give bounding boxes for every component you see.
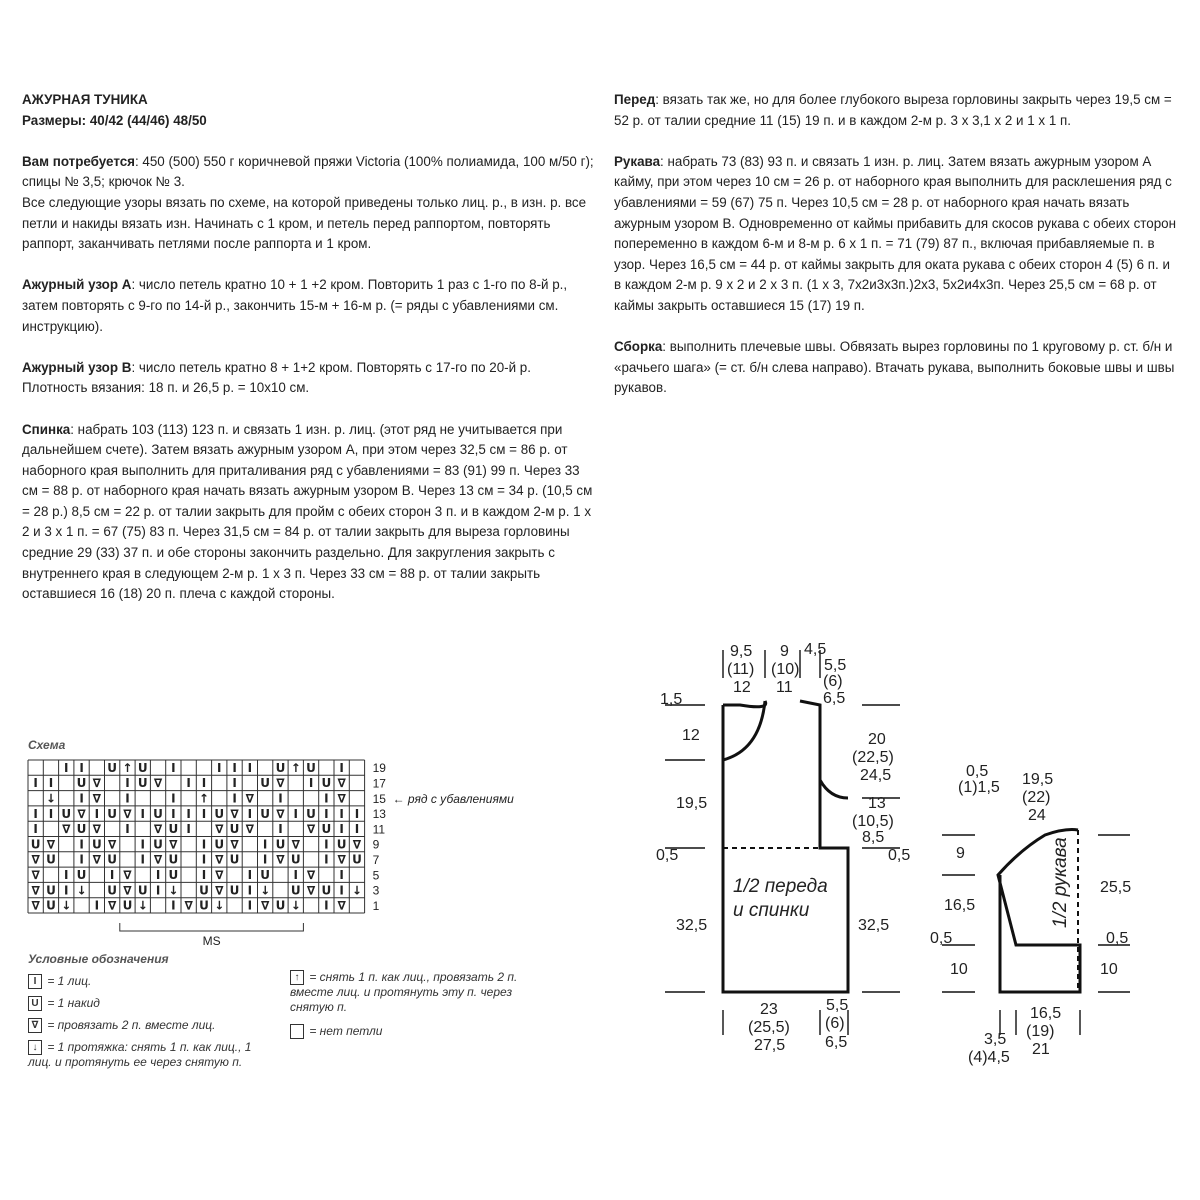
dim-right-7: 0,5	[888, 847, 911, 864]
chart-symbol: ∇	[92, 822, 102, 837]
chart-symbol: I	[339, 822, 344, 837]
sleeve-label: 1/2 рукава	[1050, 837, 1071, 928]
chart-symbol: I	[125, 791, 130, 806]
chart-symbol: I	[262, 837, 268, 852]
dim-top-5: (10)	[771, 661, 800, 678]
chart-symbol: I	[125, 822, 130, 837]
chart-symbol: I	[247, 868, 253, 883]
dim-left-3: 19,5	[676, 795, 708, 812]
legend-text: = 1 лиц.	[44, 974, 92, 988]
chart-symbol: ↑	[198, 791, 209, 806]
dim-bottom-1: 23	[760, 1001, 778, 1018]
chart-symbol: ∇	[215, 868, 224, 883]
chart-symbol: I	[354, 822, 360, 837]
legend-title: Условные обозначения	[28, 952, 169, 966]
dim-bottom-2: (25,5)	[748, 1019, 790, 1036]
chart-symbol: ∇	[92, 791, 102, 806]
sleeve-bottom-1: 16,5	[1030, 1005, 1062, 1022]
chart-symbol: I	[79, 760, 84, 775]
chart-symbol: ↓	[137, 898, 148, 913]
chart-symbol: U	[61, 806, 72, 821]
chart-symbol: ∇	[184, 898, 193, 913]
chart-symbol: I	[64, 760, 69, 775]
legend-text: = нет петли	[306, 1024, 383, 1038]
chart-symbol: I	[171, 806, 176, 821]
chart-symbol: ↓	[214, 898, 225, 913]
chart-symbol: I	[33, 776, 38, 791]
front-label: Перед	[614, 92, 656, 107]
sleeve-left-3: 0,5	[930, 930, 953, 947]
chart-symbol: ∇	[230, 806, 239, 821]
chart-symbol: U	[137, 883, 148, 898]
dim-top-10: 6,5	[823, 690, 846, 707]
chart-symbol: I	[324, 806, 329, 821]
legend-text: = снять 1 п. как лиц., провязать 2 п. вместе лиц. и протянуть эту п. через снятую п.	[290, 970, 518, 1015]
legend-text: = провязать 2 п. вместе лиц.	[44, 1018, 216, 1032]
dim-bottom-6: 6,5	[825, 1034, 848, 1051]
chart-symbol: U	[290, 883, 301, 898]
chart-symbol: I	[293, 806, 298, 821]
chart-symbol: I	[247, 760, 253, 775]
chart-symbol: ∇	[31, 852, 40, 867]
dim-top-3: 12	[733, 679, 751, 696]
assembly-label: Сборка	[614, 339, 663, 355]
chart-symbol: U	[260, 806, 271, 821]
chart-symbol: I	[293, 868, 298, 883]
chart-symbol: I	[201, 806, 207, 821]
chart-symbol: I	[94, 806, 100, 821]
chart-row-number: 5	[372, 868, 380, 883]
assembly-paragraph	[614, 337, 1180, 399]
sleeve-left-4: 10	[950, 961, 968, 978]
gauge-text: Плотность вязания: 18 п. и 26,5 р. = 10х10 см.	[22, 380, 310, 396]
chart-symbol: I	[186, 822, 191, 837]
chart-symbol: I	[140, 852, 145, 867]
chart-symbol: ∇	[107, 837, 117, 852]
chart-symbol: ∇	[276, 776, 285, 791]
chart-symbol: I	[171, 898, 176, 913]
chart-symbol: ↓	[45, 791, 56, 806]
sleeve-top-3: 19,5	[1022, 771, 1054, 788]
chart-symbol: I	[232, 760, 237, 775]
chart-symbol: ↓	[260, 883, 271, 898]
chart-symbol: ↓	[76, 883, 87, 898]
chart-symbol: U	[321, 776, 332, 791]
chart-symbol: ∇	[123, 883, 132, 898]
front-neck-curve	[723, 701, 765, 760]
dim-right-8: 32,5	[858, 917, 890, 934]
sleeve-top-5: 24	[1028, 807, 1046, 824]
legend	[28, 952, 548, 1082]
chart-symbol: U	[275, 760, 286, 775]
legend-text: = 1 накид	[44, 996, 100, 1010]
chart-symbol: I	[186, 776, 191, 791]
chart-symbol: I	[48, 806, 54, 821]
chart-symbol: U	[46, 883, 56, 898]
chart-symbol: I	[140, 806, 145, 821]
chart-symbol: U	[107, 760, 118, 775]
chart-symbol: I	[94, 898, 100, 913]
pattern-title: АЖУРНАЯ ТУНИКА	[22, 92, 148, 107]
body-label-2: и спинки	[733, 900, 810, 921]
materials-paragraph	[22, 152, 594, 255]
legend-symbol: ↑	[290, 970, 304, 985]
chart-symbol: I	[64, 868, 69, 883]
chart-symbol: I	[79, 791, 84, 806]
chart-row-number: 3	[372, 883, 380, 898]
chart-symbol: ∇	[153, 822, 163, 837]
chart-symbol: I	[33, 806, 38, 821]
chart-symbol: I	[324, 852, 329, 867]
chart-symbol: U	[137, 760, 148, 775]
chart-symbol: I	[324, 837, 329, 852]
chart-symbol: ∇	[31, 868, 40, 883]
legend-item	[290, 970, 530, 1015]
chart-symbol: U	[352, 852, 362, 867]
dim-right-2: (22,5)	[852, 749, 894, 766]
chart-symbol: U	[229, 822, 240, 837]
legend-item	[290, 1024, 530, 1039]
chart-symbol: ∇	[245, 822, 255, 837]
dim-left-5: 32,5	[676, 917, 708, 934]
chart-symbol: I	[217, 760, 222, 775]
chart-symbol: I	[308, 776, 314, 791]
legend-item	[28, 996, 278, 1011]
pattern-b-paragraph	[22, 358, 594, 399]
chart-symbol: I	[155, 883, 161, 898]
chart-symbol: I	[171, 791, 176, 806]
chart-symbol: I	[186, 806, 191, 821]
chart-symbol: ∇	[92, 852, 102, 867]
chart-symbol: U	[107, 852, 118, 867]
sleeve-left-2: 16,5	[944, 897, 976, 914]
chart-symbol: U	[321, 883, 332, 898]
sleeve-right-2: 0,5	[1106, 930, 1129, 947]
chart-symbol: ∇	[92, 776, 102, 791]
chart-symbol: U	[199, 898, 209, 913]
dim-bottom-3: 27,5	[754, 1037, 786, 1054]
chart-symbol: ↓	[61, 898, 72, 913]
dim-left-2: 12	[682, 727, 700, 744]
chart-symbol: I	[201, 837, 207, 852]
chart-symbol: ↓	[351, 883, 362, 898]
dim-left-1: 1,5	[660, 691, 683, 708]
chart-symbol: I	[278, 791, 283, 806]
chart-symbol: U	[229, 852, 240, 867]
legend-item	[28, 974, 278, 989]
sleeve-top-4: (22)	[1022, 789, 1051, 806]
chart-symbol: I	[109, 868, 115, 883]
chart-symbol: I	[171, 760, 176, 775]
chart-symbol: U	[137, 776, 148, 791]
front-paragraph	[614, 90, 1180, 131]
chart-symbol: I	[339, 806, 344, 821]
pattern-a-label: Ажурный узор А	[22, 277, 132, 293]
chart-symbol: U	[153, 837, 163, 852]
chart-symbol: I	[79, 852, 84, 867]
chart-row-number: 15	[372, 791, 386, 806]
chart-symbol: ∇	[123, 806, 132, 821]
chart-symbol: ∇	[215, 883, 224, 898]
assembly-text: : выполнить плечевые швы. Обвязать вырез горловины по 1 круговому р. ст. б/н и «рачьего шага» (= ст. б/н слева направо). Втачать рукава, выполнить боковые швы и швы рукавов.	[614, 339, 1175, 396]
pattern-a-text: : число петель кратно 10 + 1 +2 кром. Повторить 1 раз с 1-го по 8-й р., затем повторять с 9-го по 14-й р., закончить 15-м + 16-м р. (= ряды с убавлениями см. инструкцию).	[22, 277, 568, 334]
chart-symbol: ∇	[123, 868, 132, 883]
chart-symbol: U	[275, 837, 286, 852]
chart-symbol: ∇	[46, 837, 56, 852]
body-schematic	[640, 630, 920, 1080]
dim-top-4: 9	[780, 643, 789, 660]
chart-symbol: ∇	[107, 898, 117, 913]
legend-text: = 1 протяжка: снять 1 п. как лиц., 1 лиц. и протянуть ее через снятую п.	[28, 1040, 252, 1070]
back-label: Спинка	[22, 421, 71, 437]
chart-symbol: I	[125, 776, 130, 791]
chart-symbol: I	[354, 806, 360, 821]
chart-symbol: I	[247, 898, 253, 913]
chart-symbol: I	[339, 760, 344, 775]
sleeve-text: : набрать 73 (83) 93 п. и связать 1 изн. р. лиц. Затем вязать ажурным узором А кайму, при этом через 10 см = 26 р. от наборного края выполнить для расклешения ряд с убавлениями = 59 (67) 75 п. Через 10,5 см = 28 р. от наборного края начать вязать ажурным узором В. Одновременно от каймы прибавить для скосов рукава с обеих сторон попеременно в каждом 6-м и 8-м р. 6 х 1 п. = 71 (79) 87 п., включая прибавляемые п. в узор. Через 16,5 см = 44 р. от каймы закрыть для оката рукава с обеих сторон 4 (5) 6 п. и в каждом 2-м р. 9 х 2 и 2 х 3 п. (1 х 3, 7х2и3х3п.)2х3, 5х2и4х3п. Через 25,5 см = 68 р. от каймы закрыть оставшиеся 15 (17) 19 п.	[614, 153, 1177, 313]
decrease-row-note: ← ряд с убавлениями	[392, 791, 514, 806]
chart-symbol: U	[290, 852, 301, 867]
chart-symbol: U	[76, 822, 87, 837]
chart-row-number: 13	[372, 807, 386, 822]
chart-symbol: U	[306, 760, 316, 775]
rapport-label: MS	[202, 934, 221, 948]
front-text: : вязать так же, но для более глубокого выреза горловины закрыть через 19,5 см = 52 р. от талии средние 11 (15) 19 п. и в каждом 2-м р. 3 х 3,1 х 2 и 1 х 1 п.	[614, 92, 1172, 128]
legend-symbol: I	[28, 974, 42, 989]
chart-symbol: U	[168, 822, 179, 837]
sleeve-top-2: (1)1,5	[958, 779, 1000, 796]
sleeve-right-3: 10	[1100, 961, 1118, 978]
chart-symbol: ∇	[245, 791, 255, 806]
neckline-curve	[723, 701, 766, 707]
armhole-curve	[820, 705, 848, 798]
dim-top-8: 5,5	[824, 657, 847, 674]
chart-symbol: ↓	[290, 898, 301, 913]
chart-symbol: U	[260, 868, 271, 883]
pattern-a-paragraph	[22, 275, 594, 337]
dim-top-9: (6)	[823, 673, 843, 690]
chart-symbol: ↑	[122, 760, 133, 775]
chart-symbol: ∇	[276, 852, 285, 867]
dim-left-4: 0,5	[656, 847, 679, 864]
chart-symbol: ∇	[77, 806, 86, 821]
dim-bottom-4: 5,5	[826, 997, 849, 1014]
chart-symbol: ∇	[352, 837, 362, 852]
chart-symbol: I	[48, 776, 54, 791]
dim-right-4: 13	[868, 795, 886, 812]
chart-symbol: U	[91, 837, 102, 852]
chart-symbol: U	[214, 806, 225, 821]
left-column	[22, 90, 594, 625]
dim-bottom-5: (6)	[825, 1015, 845, 1032]
chart-symbol: I	[339, 868, 344, 883]
chart-symbol: U	[46, 852, 56, 867]
sleeve-bottom-4: 3,5	[984, 1031, 1007, 1048]
chart-symbol: I	[247, 806, 253, 821]
chart-symbol: ∇	[230, 837, 239, 852]
chart-symbol: I	[201, 776, 207, 791]
legend-symbol	[290, 1024, 304, 1039]
chart-title: Схема	[28, 738, 66, 752]
chart-symbol: U	[260, 776, 271, 791]
chart-symbol: U	[30, 837, 41, 852]
chart-symbol: I	[79, 837, 84, 852]
chart-row-number: 19	[372, 761, 386, 776]
dim-right-3: 24,5	[860, 767, 892, 784]
chart-symbol: ∇	[276, 806, 285, 821]
chart-symbol: ∇	[337, 776, 346, 791]
chart-symbol: ∇	[306, 883, 316, 898]
body-label-1: 1/2 переда	[733, 876, 828, 897]
materials-label: Вам потребуется	[22, 153, 135, 169]
chart-symbol: ∇	[62, 822, 71, 837]
legend-symbol: ∇	[28, 1018, 42, 1033]
chart-symbol: ∇	[337, 898, 346, 913]
dim-top-2: (11)	[727, 661, 755, 678]
chart-row-number: 11	[372, 822, 386, 837]
chart-symbol: ∇	[169, 837, 178, 852]
right-column	[614, 90, 1180, 420]
sleeve-top-1: 0,5	[966, 763, 989, 780]
dim-top-6: 11	[776, 679, 793, 696]
chart-symbol: U	[153, 806, 163, 821]
sizes-line: Размеры: 40/42 (44/46) 48/50	[22, 112, 207, 128]
chart-row-number: 7	[372, 853, 380, 868]
back-text: : набрать 103 (113) 123 п. и связать 1 изн. р. лиц. (этот ряд не учитывается при дальнейшем счете). Затем вязать ажурным узором А, при этом через 32,5 см = 86 р. от наборного края выполнить для приталивания ряд с убавлениями = 83 (91) 99 п. Через 33 см = 88 р. от наборного края начать вязать ажурным узором В. Через 13 см = 34 р. (10,5 см = 28 р.) 8,5 см = 22 р. от талии закрыть для пройм с обеих сторон 3 п. и в каждом 2-м р. 1 х 2 и 3 х 1 п. = 67 (75) 83 п. Через 31,5 см = 84 р. от талии закрыть для выреза горловины средние 29 (33) 37 п. и обе стороны закончить раздельно. Для закругления закрыть с внутреннего края в следующем 2-м р. 1 х 3 п. Через 33 см = 88 р. от талии закрыть оставшиеся 16 (18) 20 п. плеча с каждой стороны.	[22, 421, 593, 602]
chart-symbol: I	[324, 898, 329, 913]
dim-right-6: 8,5	[862, 829, 885, 846]
chart-symbol: U	[336, 837, 347, 852]
chart-symbol: ∇	[31, 883, 40, 898]
chart-symbol: I	[324, 791, 329, 806]
sleeve-schematic	[920, 630, 1190, 1080]
chart-symbol: ∇	[153, 852, 163, 867]
chart-symbol: U	[46, 898, 56, 913]
chart-symbol: I	[278, 822, 283, 837]
chart-symbol: I	[140, 837, 145, 852]
chart-symbol: U	[122, 898, 133, 913]
chart-symbol: U	[76, 776, 87, 791]
pattern-b-text: : число петель кратно 8 + 1+2 кром. Повторять с 17-го по 20-й р.	[131, 359, 531, 375]
chart-row-number: 9	[372, 837, 380, 852]
chart-symbol: ∇	[337, 852, 346, 867]
pattern-b-label: Ажурный узор В	[22, 359, 132, 375]
chart-symbol: I	[247, 883, 253, 898]
chart-symbol: ∇	[306, 822, 316, 837]
sleeve-paragraph	[614, 152, 1180, 317]
legend-item	[28, 1018, 278, 1033]
dim-right-5: (10,5)	[852, 813, 894, 830]
chart-symbol: ∇	[31, 898, 40, 913]
chart-symbol: U	[321, 822, 332, 837]
sleeve-right-1: 25,5	[1100, 879, 1132, 896]
chart-symbol: ∇	[337, 791, 346, 806]
chart-symbol: U	[275, 898, 286, 913]
chart-symbol: ∇	[153, 776, 163, 791]
chart-symbol: I	[232, 791, 237, 806]
chart-symbol: ↑	[290, 760, 301, 775]
chart-symbol: U	[168, 868, 179, 883]
body-outline	[723, 701, 848, 992]
general-instructions: Все следующие узоры вязать по схеме, на которой приведены только лиц. р., в изн. р. все петли и накиды вязать изн. Начинать с 1 кром, и петель перед раппортом, повторять раппорт, заканчивать петлями после раппорта и 1 кром.	[22, 194, 587, 252]
chart-symbol: U	[107, 883, 118, 898]
sleeve-bottom-2: (19)	[1026, 1023, 1055, 1040]
chart-symbol: ↓	[168, 883, 179, 898]
chart-symbol: I	[201, 868, 207, 883]
chart-symbol: I	[262, 852, 268, 867]
chart-symbol: I	[201, 852, 207, 867]
chart-row-number: 1	[372, 898, 380, 913]
chart-symbol: ∇	[215, 852, 224, 867]
chart-symbol: I	[339, 883, 344, 898]
dim-right-1: 20	[868, 731, 886, 748]
chart-symbol: I	[33, 822, 38, 837]
back-paragraph	[22, 420, 594, 605]
dim-top-7: 4,5	[804, 641, 827, 658]
sleeve-bottom-3: 21	[1032, 1041, 1050, 1058]
chart-symbol: U	[107, 806, 118, 821]
chart-symbol: U	[168, 852, 179, 867]
sleeve-label: Рукава	[614, 153, 661, 169]
materials-text: : 450 (500) 550 г коричневой пряжи Victoria (100% полиамида, 100 м/50 г); спицы № 3,5; крючок № 3.	[22, 153, 594, 190]
chart-symbol: U	[306, 806, 316, 821]
stitch-chart	[20, 752, 520, 952]
legend-symbol: ↓	[28, 1040, 42, 1055]
legend-item	[28, 1040, 278, 1070]
chart-symbol: U	[199, 883, 209, 898]
chart-symbol: U	[229, 883, 240, 898]
chart-symbol: I	[232, 776, 237, 791]
chart-symbol: ∇	[215, 822, 224, 837]
sleeve-left-1: 9	[956, 845, 965, 862]
dim-top-1: 9,5	[730, 643, 753, 660]
chart-symbol: ∇	[260, 898, 270, 913]
chart-symbol: I	[155, 868, 161, 883]
chart-symbol: U	[214, 837, 225, 852]
legend-symbol: U	[28, 996, 42, 1011]
chart-symbol: ∇	[291, 837, 300, 852]
chart-symbol: U	[76, 868, 87, 883]
chart-symbol: I	[64, 883, 69, 898]
chart-symbol: ∇	[306, 868, 316, 883]
sleeve-bottom-5: (4)4,5	[968, 1049, 1010, 1066]
chart-row-number: 17	[372, 776, 386, 791]
